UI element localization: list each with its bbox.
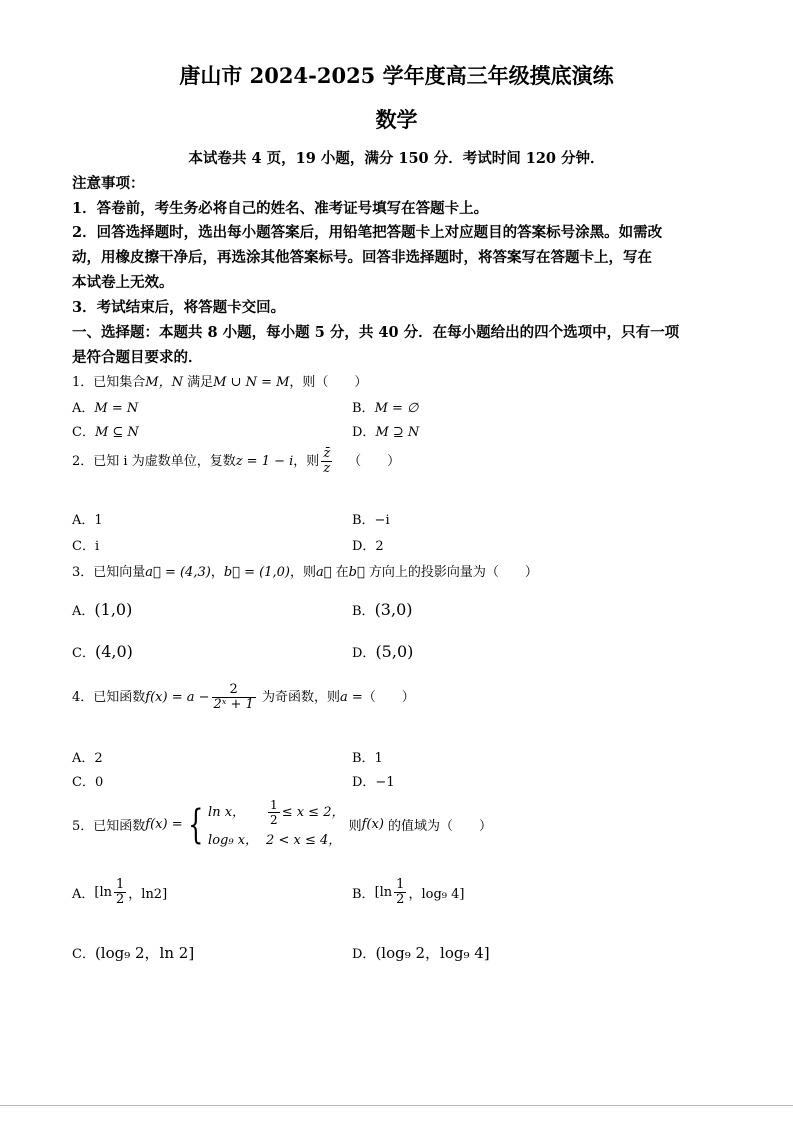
q5-option-a-frac-num: 1: [116, 877, 125, 892]
q3-option-c: [72, 642, 133, 661]
note-item-1: 1．答卷前，考生务必将自己的姓名、准考证号填写在答题卡上。: [72, 200, 489, 217]
q1-expr: M ∪ N = M: [213, 375, 290, 390]
q1-option-a-label: A．: [72, 401, 95, 416]
q5-piecewise: [208, 798, 344, 851]
q5-option-d-label: D．: [352, 947, 376, 962]
q1-option-b-expr: M = ∅: [374, 401, 419, 416]
q5-option-b-frac: [394, 878, 406, 907]
q5-option-c-label: C．: [72, 947, 95, 962]
q2-text-a: 2．已知 i 为虚数单位，复数: [72, 454, 236, 469]
note-item-2-line-1: 2．回答选择题时，选出每小题答案后，用铅笔把答题卡上对应题目的答案标号涂黑。如需改: [72, 224, 663, 241]
q5-option-a-frac: [114, 878, 126, 907]
q5-option-a-frac-den: 2: [116, 892, 125, 907]
q5-expr: f(x) =: [145, 817, 183, 832]
q3-text-a: 3．已知向量: [72, 565, 146, 580]
q1-text-c: 满足: [182, 375, 214, 390]
note-item-3: 3．考试结束后，将答题卡交回。: [72, 299, 286, 316]
q3-option-a: [72, 600, 132, 619]
q3-option-b-expr: (3,0): [374, 600, 413, 619]
q1-option-a: [72, 397, 138, 416]
q1-sets: M，N: [145, 375, 183, 390]
q1-option-c: [72, 421, 139, 440]
section-1-heading-line-1: 一、选择题：本题共 8 小题，每小题 5 分，共 40 分．在每小题给出的四个选项中，只有一项: [72, 324, 680, 341]
q4-text-b: 为奇函数，则: [257, 690, 340, 705]
question-2-stem: [72, 447, 400, 476]
q1-option-d-expr: M ⊇ N: [375, 425, 420, 440]
q4-fraction-num: 2: [212, 683, 256, 698]
q3-option-d-label: D．: [352, 646, 376, 661]
q3-text-e: 方向上的投影向量为（ ）: [364, 565, 538, 580]
section-1-heading-line-2: 是符合题目要求的．: [72, 349, 203, 366]
q3-vec-b: b⃗: [348, 565, 365, 580]
q4-option-b: B．1: [352, 751, 383, 766]
notes-heading: 注意事项：: [72, 175, 145, 192]
q2-option-d: D．2: [352, 539, 384, 554]
q5-option-d: [352, 942, 490, 963]
question-4-stem: [72, 683, 415, 712]
q4-expr-2: a =: [339, 690, 363, 705]
q5-case-1-expr: ln x，: [208, 805, 246, 820]
q5-option-b-frac-num: 1: [396, 877, 405, 892]
q5-case-1-frac-den: 2: [270, 813, 278, 827]
q5-option-a-post: ，ln2]: [128, 887, 168, 902]
q2-fraction-num: z̄: [323, 446, 331, 461]
q1-option-d-label: D．: [352, 425, 376, 440]
q2-option-b: B．−i: [352, 513, 390, 528]
q1-text-a: 1．已知集合: [72, 375, 146, 390]
q4-fraction-den: 2ˣ + 1: [213, 697, 254, 712]
q5-case-1-cond: ≤ x ≤ 2，: [281, 805, 345, 820]
q5-expr-2: f(x): [361, 817, 384, 832]
page-bottom-divider: [0, 1105, 793, 1106]
q1-option-c-expr: M ⊆ N: [94, 425, 139, 440]
q3-option-a-label: A．: [72, 604, 95, 619]
q5-option-a-label: A．: [72, 887, 95, 902]
q3-text-b: ，: [210, 565, 224, 580]
q4-option-d: D．−1: [352, 775, 395, 790]
question-3-stem: [72, 561, 538, 580]
q5-option-c-expr: (log₉ 2，ln 2]: [94, 944, 195, 962]
q5-text-a: 5．已知函数: [72, 819, 146, 834]
q1-option-d: [352, 421, 419, 440]
q3-option-d: [352, 642, 413, 661]
q5-case-1-frac-num: 1: [270, 798, 278, 812]
q4-text-c: （ ）: [362, 690, 415, 705]
q1-option-c-label: C．: [72, 425, 95, 440]
q4-option-a: A．2: [72, 751, 103, 766]
q5-text-c: 的值域为（ ）: [383, 819, 493, 834]
q4-text-a: 4．已知函数: [72, 690, 146, 705]
q2-option-c: C．i: [72, 539, 100, 554]
q5-case-2-cond: 2 < x ≤ 4，: [266, 833, 342, 848]
q1-option-b-label: B．: [352, 401, 375, 416]
q5-case-2-expr: log₉ x，: [208, 833, 259, 848]
q1-option-a-expr: M = N: [94, 401, 139, 416]
q2-expr: z = 1 − i: [235, 454, 294, 469]
q4-fraction: [212, 683, 256, 712]
question-5-stem: [72, 798, 492, 851]
q3-option-c-expr: (4,0): [94, 642, 133, 661]
q1-option-b: [352, 397, 418, 416]
q3-text-c: ，则: [289, 565, 316, 580]
q2-fraction-den: z: [323, 461, 331, 476]
q5-option-c: [72, 942, 194, 963]
q1-text-d: ，则（ ）: [289, 375, 368, 390]
q4-option-c: C．0: [72, 775, 104, 790]
q3-text-d: 在: [331, 565, 349, 580]
q5-text-b: 则: [344, 819, 362, 834]
subject-title: 数学: [375, 107, 418, 132]
q2-text-c: （ ）: [348, 454, 401, 469]
q5-option-b: [352, 878, 464, 907]
q3-option-c-label: C．: [72, 646, 95, 661]
q2-fraction: [321, 447, 332, 476]
q5-case-2: [208, 831, 344, 851]
exam-info: 本试卷共 4 页，19 小题，满分 150 分．考试时间 120 分钟．: [188, 150, 605, 167]
q2-text-b: ，则: [293, 454, 320, 469]
q3-option-a-expr: (1,0): [94, 600, 133, 619]
q2-option-a: A．1: [72, 513, 103, 528]
q3-vec-a: a⃗: [315, 565, 332, 580]
q5-case-1-frac: [268, 798, 280, 827]
note-item-2-line-2: 动，用橡皮擦干净后，再选涂其他答案标号。回答非选择题时，将答案写在答题卡上，写在: [72, 249, 652, 266]
left-brace-icon: {: [187, 801, 203, 848]
q3-expr-1: a⃗ = (4,3): [145, 565, 211, 580]
q4-expr: f(x) = a −: [145, 690, 210, 705]
q5-option-a-pre: [ln: [94, 885, 112, 900]
q3-option-b-label: B．: [352, 604, 375, 619]
q3-expr-2: b⃗ = (1,0): [223, 565, 290, 580]
page-title: 唐山市 2024-2025 学年度高三年级摸底演练: [179, 63, 614, 88]
q5-case-1: [208, 798, 344, 827]
question-1-stem: [72, 371, 367, 390]
q3-option-d-expr: (5,0): [375, 642, 414, 661]
q5-option-d-expr: (log₉ 2，log₉ 4]: [375, 944, 490, 962]
q5-option-b-frac-den: 2: [396, 892, 405, 907]
q5-option-b-pre: [ln: [374, 885, 393, 900]
q5-option-b-label: B．: [352, 887, 375, 902]
q3-option-b: [352, 600, 413, 619]
q5-option-b-post: ，log₉ 4]: [408, 887, 465, 902]
q5-option-a: [72, 878, 167, 907]
note-item-2-line-3: 本试卷上无效。: [72, 274, 174, 291]
